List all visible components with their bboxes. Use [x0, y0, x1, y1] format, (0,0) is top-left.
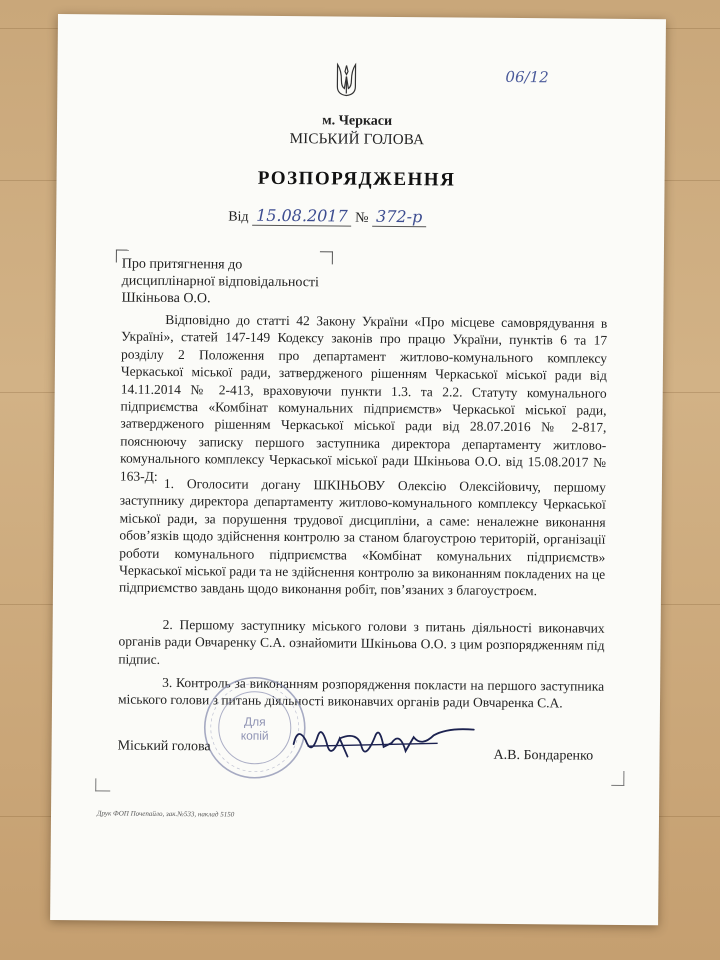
subject-corner-right [320, 251, 333, 264]
document-page [50, 14, 666, 925]
document-number: 372-р [372, 207, 426, 227]
number-label: № [355, 210, 369, 226]
order-item-3 [118, 674, 604, 713]
subject-line: дисциплінарної відповідальності [121, 273, 320, 291]
order-item-text: 1. Оголосити догану ШКІНЬОВУ Олексію Олексійовичу, першому заступнику директора департаменту житлово-комунального комплексу Черкаської міської ради, за порушення трудової дисципліни, а саме: неналежне виконання обов’язків щодо здійснення контролю за станом благоустрою територій, організації роботи комунального підприємства «Комбінат комунальних підприємств» Черкаської міської ради та не здійснення контролю за виконанням покладених на це підприємство завдань щодо виконання робіт, пов’язаних з благоустроєм. [118, 475, 606, 599]
signer-name: А.В. Бондаренко [493, 747, 594, 764]
subject-line: Шкіньова О.О. [121, 290, 211, 307]
document-date: 15.08.2017 [252, 206, 352, 227]
date-label: Від [228, 209, 249, 225]
handwritten-signature [287, 716, 477, 770]
order-item-text: 2. Першому заступнику міського голови з питань діяльності виконавчих органів ради Овчаренку С.А. ознайомити Шкіньова О.О. з цим розпорядженням під підпис. [118, 616, 605, 667]
order-item-1 [119, 475, 606, 601]
printer-note: Друк ФОП Почепайло, зак.№533, наклад 5150 [96, 809, 235, 819]
document-type-title: РОЗПОРЯДЖЕННЯ [257, 167, 456, 191]
trident-emblem-icon [335, 62, 357, 96]
handwritten-note: 06/12 [505, 67, 549, 87]
intro-text: Відповідно до статті 42 Закону України «Про місцеве самоврядування в Україні», статей 147-149 Кодексу законів про працю України, пунктів 6 та 17 розділу 2 Положення про департамент житлово-комунального комплексу Черкаської міської ради, затвердженого рішенням Черкаської міської ради від 14.11.2014 № 2-413, враховуючи пункти 1.3. та 2.2. Статуту комунального підприємства «Комбінат комунальних підприємств» Черкаської міської ради, затвердженого рішенням Черкаської міської ради від 28.07.2016 № 2-817, пояснюючу записку першого заступника директора департаменту житлово-комунального комплексу Черкаської міської ради Шкіньова О.О. від 15.08.2017 № 163-Д: [119, 311, 608, 484]
date-number-line [228, 205, 426, 227]
document-subject [121, 256, 319, 309]
subject-line: Про притягнення до [121, 256, 243, 273]
corner-mark-right [611, 771, 624, 786]
order-item-text: 3. Контроль за виконанням розпорядження покласти на першого заступника міського голови з питань діяльності виконавчих органів ради Овчаренка С.А. [117, 674, 605, 711]
svg-text:копій: копій [240, 728, 269, 743]
svg-text:Для: Для [243, 714, 266, 729]
signer-position: Міський голова [117, 738, 211, 755]
mayor-title: МІСЬКИЙ ГОЛОВА [289, 131, 425, 149]
corner-mark-left [95, 778, 110, 791]
intro-paragraph [120, 311, 608, 489]
order-item-2 [118, 616, 604, 672]
city-name: м. Черкаси [322, 113, 393, 129]
